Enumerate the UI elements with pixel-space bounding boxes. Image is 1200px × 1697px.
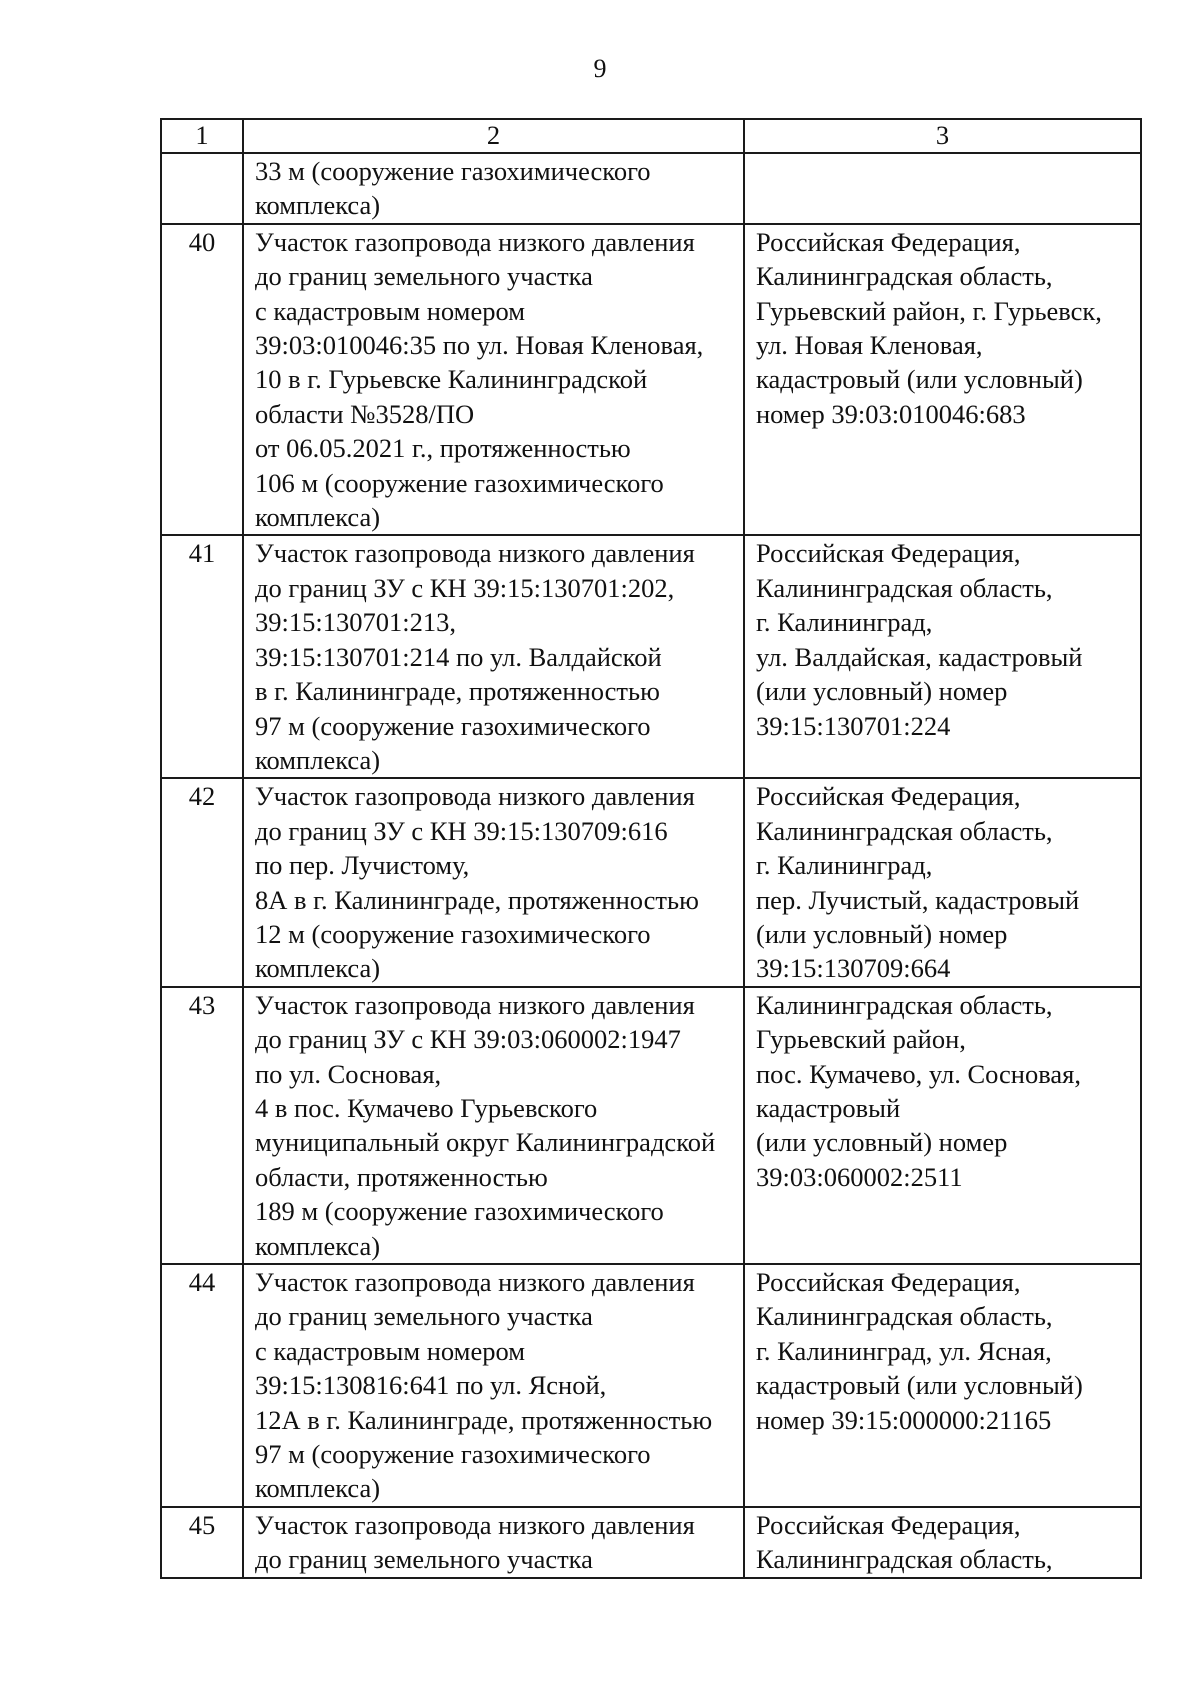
object-description-line: 189 м (сооружение газохимического: [255, 1196, 664, 1227]
location-line: Гурьевский район, г. Гурьевск,: [756, 295, 1102, 326]
location-line: пос. Кумачево, ул. Сосновая,: [756, 1058, 1081, 1089]
location-cell: [744, 153, 1141, 224]
object-description-cell: [243, 1507, 744, 1578]
object-description-cell: [243, 535, 744, 778]
row-number: 42: [161, 778, 243, 986]
table-row: [161, 535, 1141, 778]
object-description-line: в г. Калининграде, протяженностью: [255, 676, 660, 707]
location-line: Калининградская область,: [756, 989, 1053, 1020]
object-description-line: области, протяженностью: [255, 1161, 548, 1192]
object-description-line: муниципальный округ Калининградской: [255, 1127, 716, 1158]
row-number: 45: [161, 1507, 243, 1578]
location-cell: [744, 1264, 1141, 1507]
location-line: кадастровый (или условный): [756, 364, 1083, 395]
table-row: [161, 987, 1141, 1264]
object-description-line: области №3528/ПО: [255, 398, 475, 429]
object-description-line: с кадастровым номером: [255, 1335, 525, 1366]
location-line: Российская Федерация,: [756, 538, 1021, 569]
object-description-line: по пер. Лучистому,: [255, 850, 470, 881]
location-cell: [744, 987, 1141, 1264]
location-line: Калининградская область,: [756, 261, 1053, 292]
location-line: г. Калининград,: [756, 607, 933, 638]
object-description-line: от 06.05.2021 г., протяженностью: [255, 433, 631, 464]
location-line: Российская Федерация,: [756, 1509, 1021, 1540]
table-row: [161, 1507, 1141, 1578]
object-description-line: до границ ЗУ с КН 39:15:130709:616: [255, 815, 668, 846]
location-line: Гурьевский район,: [756, 1024, 966, 1055]
object-description-line: до границ ЗУ с КН 39:03:060002:1947: [255, 1024, 681, 1055]
location-line: 39:15:130701:224: [756, 710, 951, 741]
location-line: г. Калининград, ул. Ясная,: [756, 1335, 1052, 1366]
location-line: кадастровый: [756, 1092, 901, 1123]
object-description-line: до границ земельного участка: [255, 1544, 593, 1575]
object-description-line: до границ ЗУ с КН 39:15:130701:202,: [255, 572, 675, 603]
row-number: 44: [161, 1264, 243, 1507]
object-description-line: до границ земельного участка: [255, 261, 593, 292]
location-line: Калининградская область,: [756, 1301, 1053, 1332]
object-description-line: комплекса): [255, 502, 381, 533]
location-line: ул. Новая Кленовая,: [756, 330, 983, 361]
object-description-line: 8А в г. Калининграде, протяженностью: [255, 884, 699, 915]
table-row: [161, 778, 1141, 986]
object-description-cell: [243, 987, 744, 1264]
object-description-line: Участок газопровода низкого давления: [255, 1267, 695, 1297]
location-cell: [744, 535, 1141, 778]
object-description-line: 39:15:130701:214 по ул. Валдайской: [255, 641, 662, 672]
location-line: номер 39:03:010046:683: [756, 398, 1026, 429]
location-line: Калининградская область,: [756, 1544, 1053, 1575]
object-description-cell: [243, 1264, 744, 1507]
object-description-line: 97 м (сооружение газохимического: [255, 710, 651, 741]
object-description-line: комплекса): [255, 1473, 381, 1504]
object-description-line: 39:15:130701:213,: [255, 607, 456, 638]
location-line: Российская Федерация,: [756, 226, 1021, 257]
row-number: 41: [161, 535, 243, 778]
object-description-line: 39:15:130816:641 по ул. Ясной,: [255, 1370, 607, 1401]
location-line: Калининградская область,: [756, 572, 1053, 603]
registry-table: [160, 118, 1142, 1579]
column-header-3: 3: [744, 119, 1141, 153]
location-line: г. Калининград,: [756, 850, 933, 881]
location-line: (или условный) номер: [756, 1127, 1008, 1158]
object-description-line: комплекса): [255, 1230, 381, 1261]
table-header-row: [161, 119, 1141, 153]
location-cell: [744, 1507, 1141, 1578]
object-description-cell: [243, 778, 744, 986]
object-description-cell: [243, 153, 744, 224]
page-number: 9: [593, 54, 607, 83]
location-line: (или условный) номер: [756, 918, 1008, 949]
location-line: 39:03:060002:2511: [756, 1161, 963, 1192]
location-line: Калининградская область,: [756, 815, 1053, 846]
row-number: [161, 153, 243, 224]
object-description-line: до границ земельного участка: [255, 1301, 593, 1332]
table-body: [161, 153, 1141, 1578]
row-number: 40: [161, 224, 243, 536]
object-description-line: 4 в пос. Кумачево Гурьевского: [255, 1092, 598, 1123]
object-description-line: Участок газопровода низкого давления: [255, 1509, 695, 1540]
object-description-line: с кадастровым номером: [255, 295, 525, 326]
object-description-line: комплекса): [255, 953, 381, 984]
location-line: кадастровый (или условный): [756, 1370, 1083, 1401]
location-cell: [744, 224, 1141, 536]
object-description-line: 33 м (сооружение газохимического: [255, 156, 651, 186]
object-description-line: 39:03:010046:35 по ул. Новая Кленовая,: [255, 330, 704, 361]
object-description-line: Участок газопровода низкого давления: [255, 781, 695, 812]
object-description-line: Участок газопровода низкого давления: [255, 226, 695, 257]
column-header-2: 2: [243, 119, 744, 153]
object-description-line: комплекса): [255, 744, 381, 775]
table-row: [161, 224, 1141, 536]
table-row: [161, 153, 1141, 224]
location-line: Российская Федерация,: [756, 781, 1021, 812]
location-line: номер 39:15:000000:21165: [756, 1404, 1052, 1435]
object-description-line: 97 м (сооружение газохимического: [255, 1439, 651, 1470]
object-description-line: 12 м (сооружение газохимического: [255, 918, 651, 949]
object-description-cell: [243, 224, 744, 536]
column-header-1: 1: [161, 119, 243, 153]
table-row: [161, 1264, 1141, 1507]
location-line: пер. Лучистый, кадастровый: [756, 884, 1080, 915]
object-description-line: Участок газопровода низкого давления: [255, 538, 695, 569]
object-description-line: 12А в г. Калининграде, протяженностью: [255, 1404, 713, 1435]
object-description-line: 106 м (сооружение газохимического: [255, 467, 664, 498]
row-number: 43: [161, 987, 243, 1264]
location-line: ул. Валдайская, кадастровый: [756, 641, 1083, 672]
location-cell: [744, 778, 1141, 986]
location-line: (или условный) номер: [756, 676, 1008, 707]
object-description-line: по ул. Сосновая,: [255, 1058, 442, 1089]
object-description-line: 10 в г. Гурьевске Калининградской: [255, 364, 648, 395]
object-description-line: комплекса): [255, 190, 381, 221]
location-line: Российская Федерация,: [756, 1267, 1021, 1297]
location-line: 39:15:130709:664: [756, 953, 951, 984]
object-description-line: Участок газопровода низкого давления: [255, 989, 695, 1020]
